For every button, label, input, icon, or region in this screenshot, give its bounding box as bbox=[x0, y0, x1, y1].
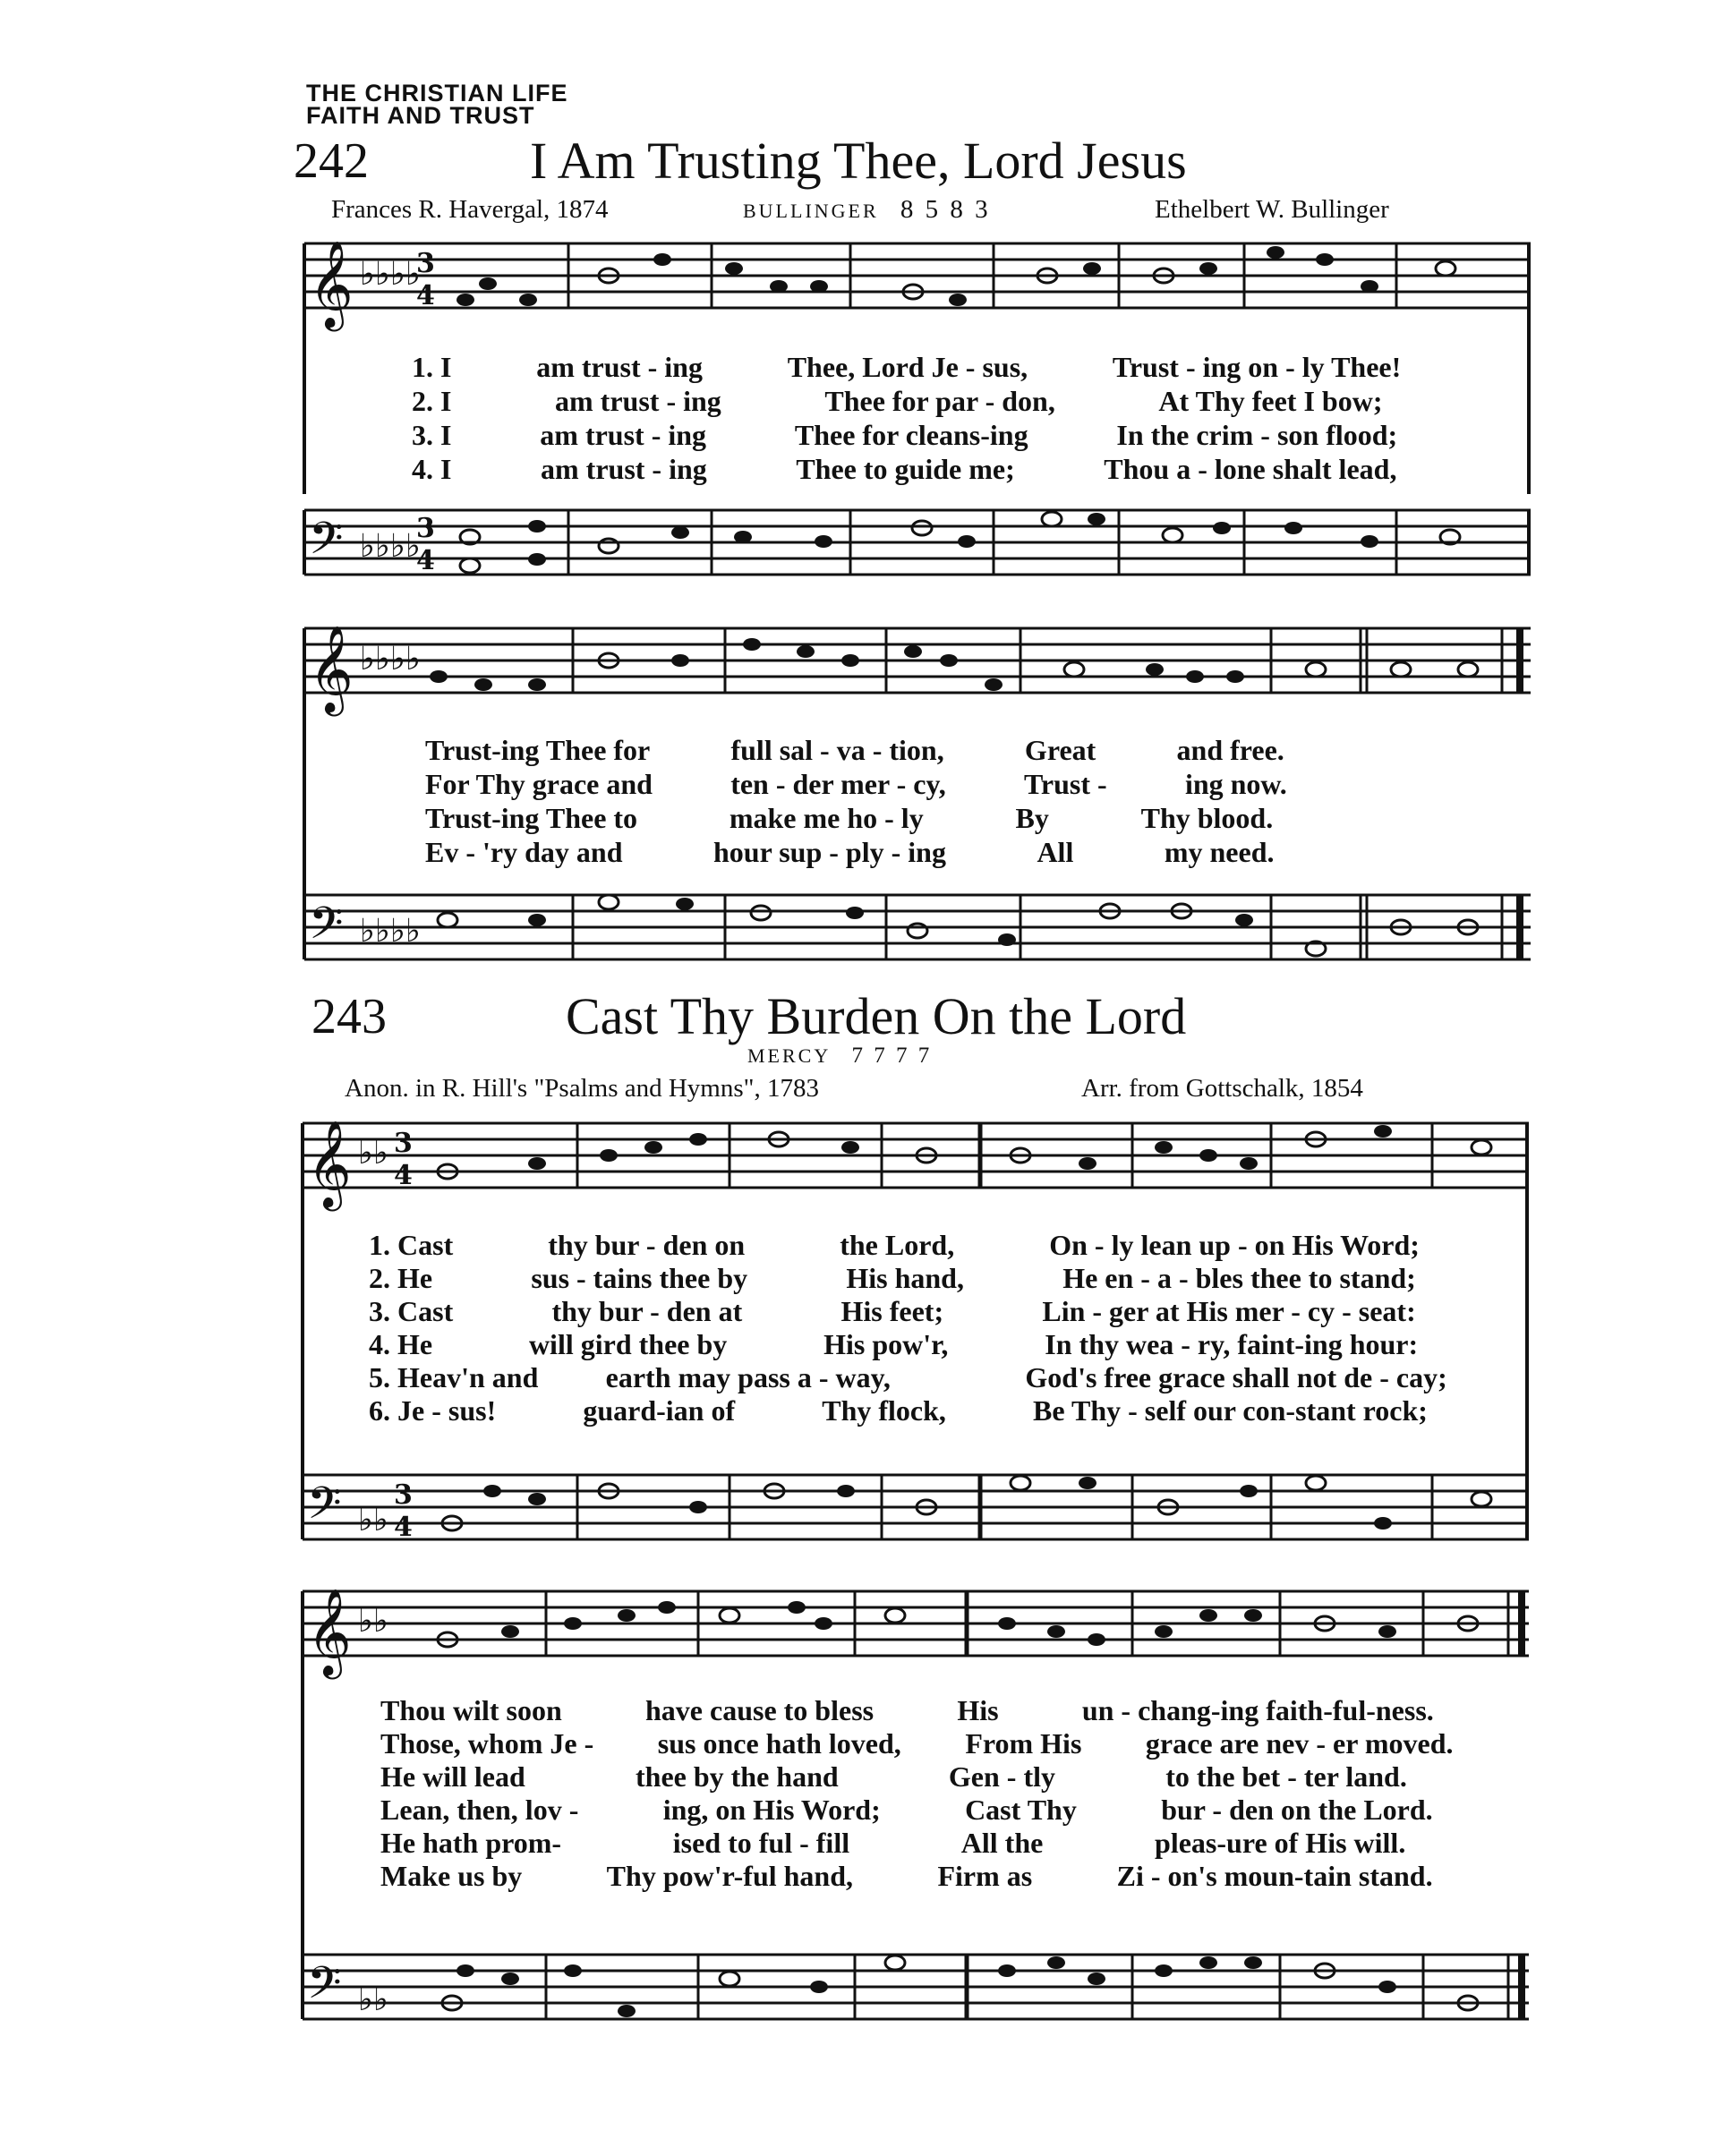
hymn-composer: Arr. from Gottschalk, 1854 bbox=[1081, 1074, 1363, 1103]
verse-line: Trust-ing Thee to make me ho - ly By Thy blood. bbox=[425, 802, 1274, 834]
verse-line: 3. Cast thy bur - den at His feet; Lin - ger at His mer - cy - seat: bbox=[369, 1295, 1416, 1327]
hymn-number: 243 bbox=[311, 989, 387, 1044]
verse-line: 1. I am trust - ing Thee, Lord Je - sus, Trust - ing on - ly Thee! bbox=[412, 351, 1402, 383]
svg-text:♭♭: ♭♭ bbox=[358, 1501, 388, 1538]
svg-text:3: 3 bbox=[394, 1479, 413, 1511]
hymn-title: Cast Thy Burden On the Lord bbox=[566, 987, 1187, 1045]
svg-text:♭♭♭♭: ♭♭♭♭ bbox=[360, 527, 421, 565]
hymn-author: Frances R. Havergal, 1874 bbox=[331, 195, 609, 224]
section-subtitle: FAITH AND TRUST bbox=[306, 102, 535, 129]
hymn-number: 242 bbox=[294, 133, 369, 189]
hymn-title: I Am Trusting Thee, Lord Jesus bbox=[530, 132, 1187, 190]
svg-text:𝄞: 𝄞 bbox=[307, 1588, 352, 1675]
verse-line: He will lead thee by the hand Gen - tly to the bet - ter land. bbox=[380, 1760, 1407, 1793]
svg-text:4: 4 bbox=[394, 1512, 413, 1543]
svg-text:4: 4 bbox=[416, 280, 435, 311]
verse-line: 6. Je - sus! guard-ian of Thy flock, Be Thy - self our con-stant rock; bbox=[369, 1394, 1428, 1427]
hymn-author: Anon. in R. Hill's "Psalms and Hymns", 1783 bbox=[345, 1074, 819, 1103]
treble-clef-icon: 𝄞 bbox=[309, 240, 354, 328]
verse-line: 4. I am trust - ing Thee to guide me; Thou a - lone shalt lead, bbox=[412, 453, 1397, 485]
verse-line: Those, whom Je - sus once hath loved, From His grace are nev - er moved. bbox=[380, 1727, 1454, 1760]
tune-name-text: BULLINGER bbox=[743, 200, 879, 222]
svg-text:♭♭♭♭: ♭♭♭♭ bbox=[360, 912, 421, 950]
verse-line: 4. He will gird thee by His pow'r, In thy wea - ry, faint-ing hour: bbox=[369, 1328, 1419, 1360]
section-title: THE CHRISTIAN LIFE bbox=[306, 80, 568, 107]
svg-text:♭♭: ♭♭ bbox=[358, 1602, 388, 1640]
svg-text:3: 3 bbox=[394, 1128, 413, 1159]
hymn-composer: Ethelbert W. Bullinger bbox=[1155, 195, 1389, 224]
svg-text:3: 3 bbox=[416, 513, 435, 544]
verse-line: 2. I am trust - ing Thee for par - don, At Thy feet I bow; bbox=[412, 385, 1383, 417]
svg-text:4: 4 bbox=[394, 1160, 413, 1191]
verse-line: Thou wilt soon have cause to bless His un - chang-ing faith-ful-ness. bbox=[380, 1694, 1434, 1726]
verse-line: Trust-ing Thee for full sal - va - tion, Great and free. bbox=[425, 734, 1284, 766]
verse-line: 3. I am trust - ing Thee for cleans-ing In the crim - son flood; bbox=[412, 419, 1398, 451]
verse-line: Ev - 'ry day and hour sup - ply - ing All my need. bbox=[425, 836, 1275, 868]
svg-text:♭♭: ♭♭ bbox=[358, 1981, 388, 2018]
key-signature-flats: ♭♭♭♭ bbox=[360, 255, 421, 293]
svg-text:♭♭: ♭♭ bbox=[358, 1134, 388, 1172]
svg-text:4: 4 bbox=[416, 545, 435, 576]
verse-line: He hath prom- ised to ful - fill All the pleas-ure of His will. bbox=[380, 1827, 1406, 1859]
verse-line: Lean, then, lov - ing, on His Word; Cast Thy bur - den on the Lord. bbox=[380, 1794, 1433, 1826]
verse-line: 2. He sus - tains thee by His hand, He en - a - bles thee to stand; bbox=[369, 1262, 1416, 1294]
tune-name-text: MERCY bbox=[747, 1044, 832, 1067]
verse-line: 1. Cast thy bur - den on the Lord, On - ly lean up - on His Word; bbox=[369, 1229, 1420, 1261]
svg-text:𝄞: 𝄞 bbox=[307, 1120, 352, 1207]
svg-text:𝄢: 𝄢 bbox=[307, 1478, 342, 1540]
verse-line: For Thy grace and ten - der mer - cy, Trust - ing now. bbox=[425, 768, 1287, 800]
svg-text:𝄢: 𝄢 bbox=[309, 898, 344, 960]
time-signature: 3 bbox=[416, 248, 435, 279]
svg-text:𝄞: 𝄞 bbox=[309, 625, 354, 712]
svg-text:𝄢: 𝄢 bbox=[307, 1957, 342, 2020]
verse-line: 5. Heav'n and earth may pass a - way, God's free grace shall not de - cay; bbox=[369, 1361, 1447, 1393]
bass-clef-icon: 𝄢 bbox=[309, 513, 344, 575]
svg-text:♭♭♭♭: ♭♭♭♭ bbox=[360, 640, 421, 677]
meter: 8 5 8 3 bbox=[900, 195, 991, 224]
meter: 7 7 7 7 bbox=[851, 1044, 933, 1068]
verse-line: Make us by Thy pow'r-ful hand, Firm as Zi - on's moun-tain stand. bbox=[380, 1860, 1433, 1892]
